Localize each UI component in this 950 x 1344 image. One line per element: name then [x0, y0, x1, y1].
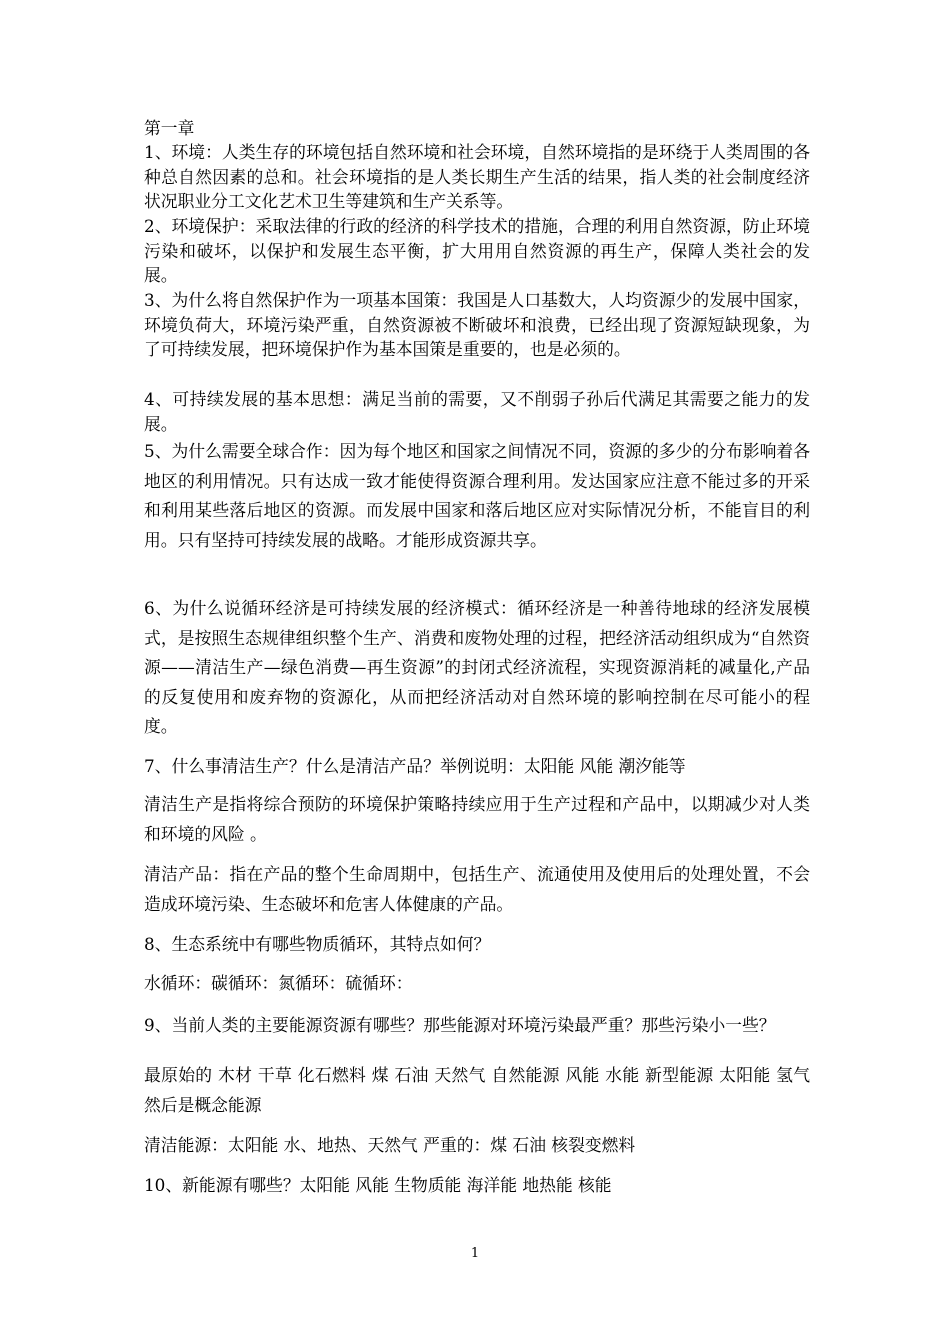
- paragraph-8: 8、生态系统中有哪些物质循环，其特点如何？: [144, 934, 491, 954]
- chapter-title: 第一章: [144, 118, 195, 138]
- paragraph-cycles: 水循环：碳循环：氮循环：硫循环：: [144, 973, 413, 993]
- paragraph-7: 7、什么事清洁生产？什么是清洁产品？举例说明：太阳能 风能 潮汐能等: [144, 756, 686, 776]
- paragraph-4: 4、可持续发展的基本思想：满足当前的需要，又不削弱子孙后代满足其需要之能力的发展。: [144, 389, 810, 434]
- paragraph-2: 2、环境保护：采取法律的行政的经济的科学技术的措施，合理的利用自然资源，防止环境污染和破坏，以保护和发展生态平衡，扩大用用自然资源的再生产，保障人类社会的发展。: [144, 216, 810, 285]
- paragraph-1: 1、环境：人类生存的环境包括自然环境和社会环境，自然环境指的是环绕于人类周围的各种总自然因素的总和。社会环境指的是人类长期生产生活的结果，指人类的社会制度经济状况职业分工文化艺术卫生等建筑和生产关系等。: [144, 142, 810, 211]
- paragraph-10: 10、新能源有哪些？太阳能 风能 生物质能 海洋能 地热能 核能: [144, 1175, 612, 1195]
- paragraph-3: 3、为什么将自然保护作为一项基本国策：我国是人口基数大，人均资源少的发展中国家，环境负荷大，环境污染严重，自然资源被不断破坏和浪费，已经出现了资源短缺现象，为了可持续发展，把环境保护作为基本国策是重要的，也是必须的。: [144, 290, 810, 359]
- paragraph-6: 6、为什么说循环经济是可持续发展的经济模式：循环经济是一种善待地球的经济发展模式，是按照生态规律组织整个生产、消费和废物处理的过程，把经济活动组织成为“自然资源——清洁生产—绿色消费—再生资源”的封闭式经济流程，实现资源消耗的减量化,产品的反复使用和废弃物的资源化，从而把经济活动对自然环境的影响控制在尽可能小的程度。: [144, 598, 810, 736]
- page-number: 1: [470, 1246, 480, 1261]
- paragraph-energy-list: 最原始的 木材 干草 化石燃料 煤 石油 天然气 自然能源 风能 水能 新型能源 太阳能 氢气 然后是概念能源: [144, 1065, 810, 1115]
- paragraph-9: 9、当前人类的主要能源资源有哪些？那些能源对环境污染最严重？那些污染小一些？: [144, 1015, 776, 1035]
- paragraph-clean-product: 清洁产品：指在产品的整个生命周期中，包括生产、流通使用及使用后的处理处置，不会造成环境污染、生态破坏和危害人体健康的产品。: [144, 864, 810, 914]
- paragraph-clean-energy: 清洁能源：太阳能 水、地热、天然气 严重的：煤 石油 核裂变燃料: [144, 1135, 636, 1155]
- paragraph-5: 5、为什么需要全球合作：因为每个地区和国家之间情况不同，资源的多少的分布影响着各地区的利用情况。只有达成一致才能使得资源合理利用。发达国家应注意不能过多的开采和利用某些落后地区的资源。而发展中国家和落后地区应对实际情况分析，不能盲目的利用。只有坚持可持续发展的战略。才能形成资源共享。: [144, 441, 810, 550]
- paragraph-clean-production: 清洁生产是指将综合预防的环境保护策略持续应用于生产过程和产品中，以期减少对人类和环境的风险 。: [144, 794, 810, 844]
